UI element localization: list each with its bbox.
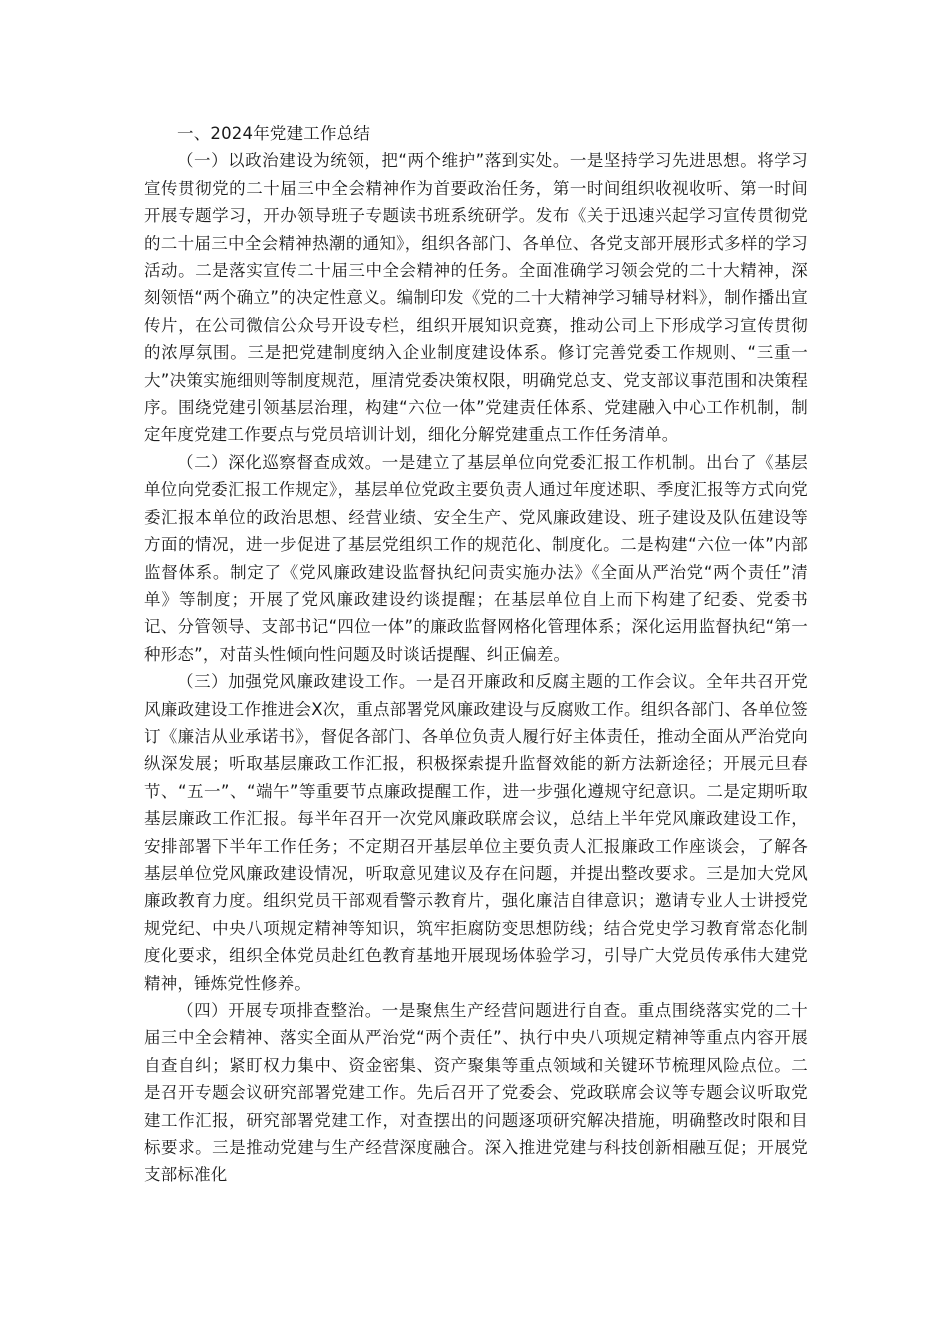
paragraph-3: （三）加强党风廉政建设工作。一是召开廉政和反腐主题的工作会议。全年共召开党风廉政建设工作推进会X次，重点部署党风廉政建设与反腐败工作。组织各部门、各单位签订《廉洁从业承诺书》，督促各部门、各单位负责人履行好主体责任，推动全面从严治党向纵深发展；听取基层廉政工作汇报，积极探索提升监督效能的新方法新途径；开展元旦春节、“五一”、“端午”等重要节点廉政提醒工作，进一步强化遵规守纪意识。二是定期听取基层廉政工作汇报。每半年召开一次党风廉政联席会议，总结上半年党风廉政建设工作，安排部署下半年工作任务；不定期召开基层单位主要负责人汇报廉政工作座谈会，了解各基层单位党风廉政建设情况，听取意见建议及存在问题，并提出整改要求。三是加大党风廉政教育力度。组织党员干部观看警示教育片，强化廉洁自律意识；邀请专业人士讲授党规党纪、中央八项规定精神等知识，筑牢拒腐防变思想防线；结合党史学习教育常态化制度化要求，组织全体党员赴红色教育基地开展现场体验学习，引导广大党员传承伟大建党精神，锤炼党性修养。	[144, 672, 808, 993]
document-body	[144, 120, 808, 1189]
paragraph-2: （二）深化巡察督查成效。一是建立了基层单位向党委汇报工作机制。出台了《基层单位向党委汇报工作规定》，基层单位党政主要负责人通过年度述职、季度汇报等方式向党委汇报本单位的政治思想、经营业绩、安全生产、党风廉政建设、班子建设及队伍建设等方面的情况，进一步促进了基层党组织工作的规范化、制度化。二是构建“六位一体”内部监督体系。制定了《党风廉政建设监督执纪问责实施办法》《全面从严治党“两个责任”清单》等制度；开展了党风廉政建设约谈提醒；在基层单位自上而下构建了纪委、党委书记、分管领导、支部书记“四位一体”的廉政监督网格化管理体系；深化运用监督执纪“第一种形态”，对苗头性倾向性问题及时谈话提醒、纠正偏差。	[144, 452, 808, 664]
paragraph-4: （四）开展专项排查整治。一是聚焦生产经营问题进行自查。重点围绕落实党的二十届三中全会精神、落实全面从严治党“两个责任”、执行中央八项规定精神等重点内容开展自查自纠；紧盯权力集中、资金密集、资产聚集等重点领域和关键环节梳理风险点位。二是召开专题会议研究部署党建工作。先后召开了党委会、党政联席会议等专题会议听取党建工作汇报，研究部署党建工作，对查摆出的问题逐项研究解决措施，明确整改时限和目标要求。三是推动党建与生产经营深度融合。深入推进党建与科技创新相融互促；开展党支部标准化	[144, 1001, 808, 1185]
section-title: 一、2024年党建工作总结	[177, 124, 371, 143]
paragraph-1: （一）以政治建设为统领，把“两个维护”落到实处。一是坚持学习先进思想。将学习宣传贯彻党的二十届三中全会精神作为首要政治任务，第一时间组织收视收听、第一时间开展专题学习，开办领导班子专题读书班系统研学。发布《关于迅速兴起学习宣传贯彻党的二十届三中全会精神热潮的通知》，组织各部门、各单位、各党支部开展形式多样的学习活动。二是落实宣传二十届三中全会精神的任务。全面准确学习领会党的二十大精神，深刻领悟“两个确立”的决定性意义。编制印发《党的二十大精神学习辅导材料》，制作播出宣传片，在公司微信公众号开设专栏，组织开展知识竞赛，推动公司上下形成学习宣传贯彻的浓厚氛围。三是把党建制度纳入企业制度建设体系。修订完善党委工作规则、“三重一大”决策实施细则等制度规范，厘清党委决策权限，明确党总支、党支部议事范围和决策程序。围绕党建引领基层治理，构建“六位一体”党建责任体系、党建融入中心工作机制，制定年度党建工作要点与党员培训计划，细化分解党建重点工作任务清单。	[144, 151, 808, 445]
